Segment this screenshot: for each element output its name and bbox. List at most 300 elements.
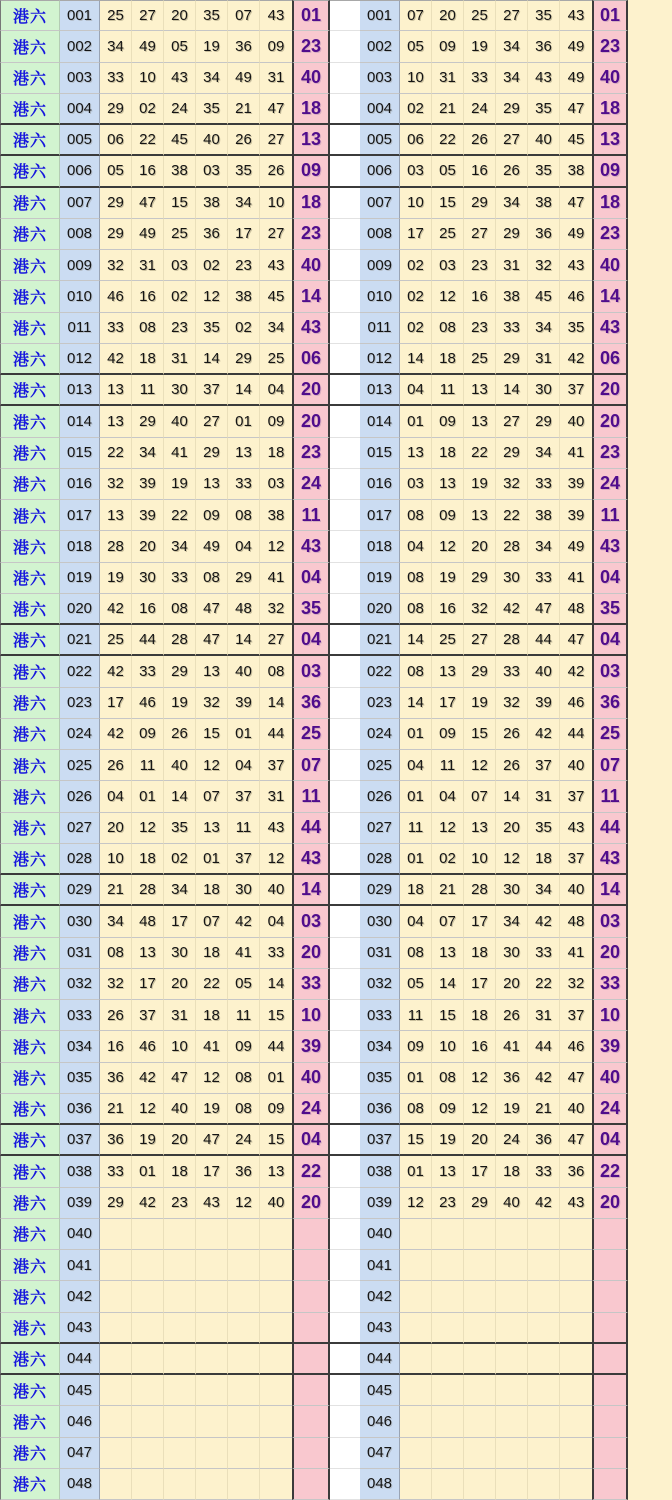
number-cell-drawn: 43 bbox=[164, 63, 196, 94]
special-number-cell-sorted: 04 bbox=[592, 1125, 628, 1156]
number-cell-sorted: 02 bbox=[400, 313, 432, 344]
number-cell-drawn bbox=[164, 1313, 196, 1344]
game-label-cell: 港六 bbox=[0, 1344, 60, 1375]
special-number-cell-drawn: 11 bbox=[292, 781, 330, 812]
special-number-cell-sorted: 20 bbox=[592, 1188, 628, 1219]
number-cell-sorted: 19 bbox=[432, 563, 464, 594]
number-cell-sorted bbox=[528, 1438, 560, 1469]
number-cell-sorted bbox=[560, 1438, 592, 1469]
draw-row bbox=[0, 0, 672, 31]
number-cell-sorted: 40 bbox=[528, 125, 560, 156]
number-cell-drawn: 02 bbox=[164, 844, 196, 875]
number-cell-drawn: 23 bbox=[228, 250, 260, 281]
number-cell-sorted: 28 bbox=[496, 625, 528, 656]
right-filler-strip bbox=[628, 500, 672, 531]
number-cell-sorted: 05 bbox=[432, 156, 464, 187]
number-cell-sorted: 04 bbox=[400, 750, 432, 781]
number-cell-sorted: 11 bbox=[400, 1000, 432, 1031]
number-cell-drawn: 36 bbox=[228, 1156, 260, 1187]
table-gap-spacer bbox=[330, 938, 360, 969]
special-number-cell-sorted: 04 bbox=[592, 563, 628, 594]
number-cell-sorted: 08 bbox=[400, 500, 432, 531]
number-cell-drawn: 01 bbox=[196, 844, 228, 875]
special-number-cell-sorted: 03 bbox=[592, 656, 628, 687]
draw-row bbox=[0, 125, 672, 156]
number-cell-drawn: 18 bbox=[164, 1156, 196, 1187]
special-number-cell-sorted: 35 bbox=[592, 594, 628, 625]
number-cell-drawn: 34 bbox=[100, 31, 132, 62]
issue-cell-drawn: 012 bbox=[60, 344, 100, 375]
issue-cell-sorted: 044 bbox=[360, 1344, 400, 1375]
special-number-cell-drawn: 23 bbox=[292, 31, 330, 62]
game-label-cell: 港六 bbox=[0, 844, 60, 875]
number-cell-sorted: 42 bbox=[528, 1063, 560, 1094]
right-filler-strip bbox=[628, 0, 672, 31]
number-cell-sorted: 30 bbox=[496, 563, 528, 594]
draw-row bbox=[0, 688, 672, 719]
number-cell-drawn: 04 bbox=[260, 906, 292, 937]
game-label-cell: 港六 bbox=[0, 375, 60, 406]
special-number-cell-drawn: 04 bbox=[292, 1125, 330, 1156]
number-cell-drawn: 13 bbox=[228, 438, 260, 469]
number-cell-sorted: 24 bbox=[464, 94, 496, 125]
draw-row bbox=[0, 750, 672, 781]
number-cell-drawn: 08 bbox=[132, 313, 164, 344]
number-cell-sorted: 04 bbox=[400, 906, 432, 937]
number-cell-drawn: 24 bbox=[164, 94, 196, 125]
special-number-cell-sorted: 03 bbox=[592, 906, 628, 937]
special-number-cell-drawn: 18 bbox=[292, 94, 330, 125]
right-filler-strip bbox=[628, 1313, 672, 1344]
number-cell-sorted: 16 bbox=[464, 281, 496, 312]
number-cell-drawn: 32 bbox=[196, 688, 228, 719]
number-cell-drawn: 26 bbox=[164, 719, 196, 750]
number-cell-drawn bbox=[100, 1250, 132, 1281]
number-cell-sorted: 47 bbox=[560, 94, 592, 125]
number-cell-sorted: 49 bbox=[560, 531, 592, 562]
number-cell-drawn: 36 bbox=[100, 1125, 132, 1156]
special-number-cell-sorted bbox=[592, 1219, 628, 1250]
number-cell-drawn: 12 bbox=[196, 1063, 228, 1094]
issue-cell-sorted: 026 bbox=[360, 781, 400, 812]
special-number-cell-sorted: 22 bbox=[592, 1156, 628, 1187]
number-cell-drawn: 16 bbox=[100, 1031, 132, 1062]
number-cell-sorted: 42 bbox=[560, 344, 592, 375]
table-gap-spacer bbox=[330, 750, 360, 781]
table-gap-spacer bbox=[330, 719, 360, 750]
number-cell-sorted: 31 bbox=[528, 1000, 560, 1031]
issue-cell-sorted: 045 bbox=[360, 1375, 400, 1406]
number-cell-drawn: 16 bbox=[132, 594, 164, 625]
number-cell-sorted: 48 bbox=[560, 594, 592, 625]
number-cell-sorted: 29 bbox=[496, 344, 528, 375]
number-cell-drawn: 14 bbox=[196, 344, 228, 375]
number-cell-sorted: 21 bbox=[432, 875, 464, 906]
number-cell-sorted: 08 bbox=[400, 563, 432, 594]
number-cell-drawn: 09 bbox=[260, 1094, 292, 1125]
number-cell-drawn bbox=[228, 1313, 260, 1344]
game-label-cell: 港六 bbox=[0, 531, 60, 562]
issue-cell-drawn: 047 bbox=[60, 1438, 100, 1469]
number-cell-sorted bbox=[560, 1375, 592, 1406]
number-cell-drawn: 35 bbox=[196, 313, 228, 344]
number-cell-sorted: 42 bbox=[528, 1188, 560, 1219]
issue-cell-sorted: 020 bbox=[360, 594, 400, 625]
number-cell-sorted: 43 bbox=[560, 1188, 592, 1219]
draw-row bbox=[0, 813, 672, 844]
number-cell-sorted: 14 bbox=[400, 344, 432, 375]
number-cell-sorted bbox=[560, 1344, 592, 1375]
number-cell-drawn bbox=[228, 1406, 260, 1437]
right-filler-strip bbox=[628, 250, 672, 281]
table-gap-spacer bbox=[330, 781, 360, 812]
number-cell-drawn: 13 bbox=[132, 938, 164, 969]
special-number-cell-sorted bbox=[592, 1469, 628, 1500]
game-label-cell: 港六 bbox=[0, 1313, 60, 1344]
number-cell-sorted: 41 bbox=[560, 438, 592, 469]
number-cell-sorted bbox=[528, 1375, 560, 1406]
number-cell-drawn bbox=[100, 1219, 132, 1250]
number-cell-drawn: 22 bbox=[164, 500, 196, 531]
right-filler-strip bbox=[628, 94, 672, 125]
number-cell-drawn bbox=[260, 1344, 292, 1375]
number-cell-sorted: 32 bbox=[496, 688, 528, 719]
number-cell-sorted bbox=[528, 1219, 560, 1250]
issue-cell-sorted: 042 bbox=[360, 1281, 400, 1312]
number-cell-drawn: 41 bbox=[260, 563, 292, 594]
special-number-cell-sorted: 43 bbox=[592, 313, 628, 344]
number-cell-drawn: 08 bbox=[228, 1094, 260, 1125]
number-cell-sorted: 35 bbox=[528, 94, 560, 125]
number-cell-drawn: 01 bbox=[228, 406, 260, 437]
special-number-cell-drawn: 09 bbox=[292, 156, 330, 187]
game-label-cell: 港六 bbox=[0, 1188, 60, 1219]
special-number-cell-drawn: 40 bbox=[292, 1063, 330, 1094]
number-cell-sorted bbox=[400, 1313, 432, 1344]
number-cell-sorted: 23 bbox=[432, 1188, 464, 1219]
number-cell-sorted: 32 bbox=[560, 969, 592, 1000]
table-gap-spacer bbox=[330, 1250, 360, 1281]
issue-cell-drawn: 017 bbox=[60, 500, 100, 531]
number-cell-drawn: 13 bbox=[260, 1156, 292, 1187]
right-filler-strip bbox=[628, 313, 672, 344]
number-cell-drawn: 12 bbox=[260, 844, 292, 875]
number-cell-sorted: 18 bbox=[464, 938, 496, 969]
issue-cell-drawn: 008 bbox=[60, 219, 100, 250]
number-cell-sorted: 02 bbox=[432, 844, 464, 875]
special-number-cell-sorted: 23 bbox=[592, 31, 628, 62]
number-cell-sorted: 21 bbox=[528, 1094, 560, 1125]
issue-cell-sorted: 034 bbox=[360, 1031, 400, 1062]
number-cell-sorted: 08 bbox=[400, 1094, 432, 1125]
table-gap-spacer bbox=[330, 375, 360, 406]
number-cell-drawn: 34 bbox=[164, 531, 196, 562]
number-cell-sorted: 40 bbox=[528, 656, 560, 687]
special-number-cell-sorted bbox=[592, 1375, 628, 1406]
special-number-cell-drawn: 25 bbox=[292, 719, 330, 750]
number-cell-sorted: 29 bbox=[496, 438, 528, 469]
game-label-cell: 港六 bbox=[0, 563, 60, 594]
number-cell-sorted: 23 bbox=[464, 250, 496, 281]
table-gap-spacer bbox=[330, 469, 360, 500]
issue-cell-drawn: 009 bbox=[60, 250, 100, 281]
number-cell-drawn: 36 bbox=[100, 1063, 132, 1094]
number-cell-sorted: 30 bbox=[496, 875, 528, 906]
special-number-cell-drawn: 43 bbox=[292, 844, 330, 875]
issue-cell-drawn: 032 bbox=[60, 969, 100, 1000]
number-cell-sorted: 26 bbox=[496, 750, 528, 781]
right-filler-strip bbox=[628, 1406, 672, 1437]
special-number-cell-sorted: 23 bbox=[592, 219, 628, 250]
number-cell-drawn: 45 bbox=[164, 125, 196, 156]
right-filler-strip bbox=[628, 938, 672, 969]
number-cell-sorted: 47 bbox=[560, 1063, 592, 1094]
table-gap-spacer bbox=[330, 344, 360, 375]
number-cell-sorted: 13 bbox=[432, 1156, 464, 1187]
special-number-cell-sorted: 43 bbox=[592, 531, 628, 562]
special-number-cell-drawn: 23 bbox=[292, 219, 330, 250]
right-filler-strip bbox=[628, 344, 672, 375]
issue-cell-sorted: 036 bbox=[360, 1094, 400, 1125]
number-cell-sorted: 36 bbox=[496, 1063, 528, 1094]
issue-cell-drawn: 013 bbox=[60, 375, 100, 406]
number-cell-sorted: 30 bbox=[496, 938, 528, 969]
issue-cell-drawn: 002 bbox=[60, 31, 100, 62]
draw-row bbox=[0, 63, 672, 94]
draw-row bbox=[0, 219, 672, 250]
number-cell-drawn: 01 bbox=[260, 1063, 292, 1094]
special-number-cell-drawn: 14 bbox=[292, 281, 330, 312]
number-cell-sorted: 19 bbox=[464, 688, 496, 719]
number-cell-sorted: 08 bbox=[400, 656, 432, 687]
number-cell-sorted: 19 bbox=[464, 31, 496, 62]
issue-cell-drawn: 005 bbox=[60, 125, 100, 156]
number-cell-drawn: 06 bbox=[100, 125, 132, 156]
number-cell-sorted: 39 bbox=[528, 688, 560, 719]
table-gap-spacer bbox=[330, 94, 360, 125]
issue-cell-sorted: 046 bbox=[360, 1406, 400, 1437]
number-cell-sorted: 15 bbox=[400, 1125, 432, 1156]
number-cell-sorted: 28 bbox=[464, 875, 496, 906]
number-cell-sorted bbox=[432, 1281, 464, 1312]
draw-row bbox=[0, 1438, 672, 1469]
right-filler-strip bbox=[628, 656, 672, 687]
right-filler-strip bbox=[628, 156, 672, 187]
number-cell-sorted: 36 bbox=[528, 31, 560, 62]
number-cell-sorted bbox=[400, 1375, 432, 1406]
number-cell-drawn: 22 bbox=[196, 969, 228, 1000]
number-cell-sorted: 33 bbox=[496, 656, 528, 687]
number-cell-sorted: 47 bbox=[528, 594, 560, 625]
number-cell-sorted: 41 bbox=[560, 938, 592, 969]
number-cell-sorted bbox=[560, 1250, 592, 1281]
special-number-cell-drawn bbox=[292, 1469, 330, 1500]
table-gap-spacer bbox=[330, 1063, 360, 1094]
issue-cell-sorted: 025 bbox=[360, 750, 400, 781]
number-cell-drawn: 14 bbox=[228, 375, 260, 406]
draw-row bbox=[0, 1406, 672, 1437]
special-number-cell-sorted: 11 bbox=[592, 781, 628, 812]
number-cell-sorted bbox=[560, 1219, 592, 1250]
number-cell-drawn: 37 bbox=[196, 375, 228, 406]
special-number-cell-drawn: 04 bbox=[292, 563, 330, 594]
issue-cell-drawn: 014 bbox=[60, 406, 100, 437]
issue-cell-drawn: 045 bbox=[60, 1375, 100, 1406]
number-cell-sorted: 03 bbox=[432, 250, 464, 281]
draw-row bbox=[0, 344, 672, 375]
number-cell-drawn: 30 bbox=[228, 875, 260, 906]
issue-cell-sorted: 048 bbox=[360, 1469, 400, 1500]
number-cell-sorted: 29 bbox=[464, 563, 496, 594]
number-cell-sorted: 31 bbox=[432, 63, 464, 94]
number-cell-drawn: 12 bbox=[132, 813, 164, 844]
number-cell-sorted: 18 bbox=[400, 875, 432, 906]
special-number-cell-sorted: 20 bbox=[592, 375, 628, 406]
special-number-cell-sorted: 20 bbox=[592, 406, 628, 437]
issue-cell-sorted: 028 bbox=[360, 844, 400, 875]
issue-cell-drawn: 022 bbox=[60, 656, 100, 687]
number-cell-sorted bbox=[464, 1469, 496, 1500]
issue-cell-drawn: 034 bbox=[60, 1031, 100, 1062]
draw-row bbox=[0, 156, 672, 187]
number-cell-sorted: 08 bbox=[400, 938, 432, 969]
number-cell-sorted: 32 bbox=[528, 250, 560, 281]
special-number-cell-sorted: 18 bbox=[592, 94, 628, 125]
number-cell-drawn bbox=[164, 1469, 196, 1500]
number-cell-sorted: 08 bbox=[400, 594, 432, 625]
right-filler-strip bbox=[628, 438, 672, 469]
issue-cell-sorted: 035 bbox=[360, 1063, 400, 1094]
number-cell-sorted: 22 bbox=[496, 500, 528, 531]
number-cell-drawn bbox=[100, 1344, 132, 1375]
number-cell-drawn: 26 bbox=[260, 156, 292, 187]
number-cell-drawn: 15 bbox=[260, 1000, 292, 1031]
number-cell-sorted: 33 bbox=[528, 1156, 560, 1187]
table-gap-spacer bbox=[330, 688, 360, 719]
issue-cell-drawn: 031 bbox=[60, 938, 100, 969]
issue-cell-sorted: 013 bbox=[360, 375, 400, 406]
table-gap-spacer bbox=[330, 406, 360, 437]
issue-cell-drawn: 036 bbox=[60, 1094, 100, 1125]
number-cell-sorted: 38 bbox=[496, 281, 528, 312]
issue-cell-drawn: 028 bbox=[60, 844, 100, 875]
number-cell-sorted: 35 bbox=[560, 313, 592, 344]
number-cell-sorted: 41 bbox=[560, 563, 592, 594]
game-label-cell: 港六 bbox=[0, 188, 60, 219]
draw-row bbox=[0, 969, 672, 1000]
game-label-cell: 港六 bbox=[0, 1063, 60, 1094]
issue-cell-sorted: 007 bbox=[360, 188, 400, 219]
game-label-cell: 港六 bbox=[0, 1250, 60, 1281]
game-label-cell: 港六 bbox=[0, 94, 60, 125]
number-cell-drawn: 20 bbox=[132, 531, 164, 562]
number-cell-sorted bbox=[496, 1375, 528, 1406]
number-cell-drawn: 47 bbox=[196, 1125, 228, 1156]
number-cell-drawn: 39 bbox=[132, 469, 164, 500]
number-cell-sorted: 14 bbox=[400, 625, 432, 656]
number-cell-sorted: 34 bbox=[496, 188, 528, 219]
number-cell-drawn: 28 bbox=[164, 625, 196, 656]
issue-cell-sorted: 017 bbox=[360, 500, 400, 531]
special-number-cell-sorted: 33 bbox=[592, 969, 628, 1000]
number-cell-sorted: 47 bbox=[560, 188, 592, 219]
number-cell-drawn bbox=[164, 1375, 196, 1406]
table-gap-spacer bbox=[330, 219, 360, 250]
game-label-cell: 港六 bbox=[0, 250, 60, 281]
number-cell-sorted: 25 bbox=[432, 219, 464, 250]
right-filler-strip bbox=[628, 688, 672, 719]
number-cell-drawn bbox=[132, 1469, 164, 1500]
number-cell-drawn: 14 bbox=[164, 781, 196, 812]
table-gap-spacer bbox=[330, 531, 360, 562]
number-cell-drawn: 47 bbox=[260, 94, 292, 125]
number-cell-sorted: 07 bbox=[432, 906, 464, 937]
number-cell-sorted bbox=[464, 1375, 496, 1406]
issue-cell-drawn: 038 bbox=[60, 1156, 100, 1187]
number-cell-sorted: 16 bbox=[464, 1031, 496, 1062]
draw-row bbox=[0, 31, 672, 62]
number-cell-drawn: 47 bbox=[196, 594, 228, 625]
number-cell-sorted: 35 bbox=[528, 0, 560, 31]
number-cell-drawn: 19 bbox=[132, 1125, 164, 1156]
number-cell-drawn bbox=[228, 1281, 260, 1312]
number-cell-drawn: 13 bbox=[196, 656, 228, 687]
issue-cell-drawn: 037 bbox=[60, 1125, 100, 1156]
number-cell-drawn: 08 bbox=[228, 500, 260, 531]
number-cell-drawn: 44 bbox=[132, 625, 164, 656]
game-label-cell: 港六 bbox=[0, 125, 60, 156]
number-cell-drawn: 27 bbox=[260, 125, 292, 156]
special-number-cell-drawn: 03 bbox=[292, 906, 330, 937]
number-cell-sorted: 24 bbox=[496, 1125, 528, 1156]
number-cell-drawn: 35 bbox=[228, 156, 260, 187]
number-cell-drawn bbox=[196, 1344, 228, 1375]
table-gap-spacer bbox=[330, 0, 360, 31]
special-number-cell-sorted: 23 bbox=[592, 438, 628, 469]
game-label-cell: 港六 bbox=[0, 875, 60, 906]
game-label-cell: 港六 bbox=[0, 906, 60, 937]
game-label-cell: 港六 bbox=[0, 813, 60, 844]
number-cell-drawn: 18 bbox=[260, 438, 292, 469]
number-cell-drawn: 09 bbox=[132, 719, 164, 750]
number-cell-sorted bbox=[464, 1281, 496, 1312]
table-gap-spacer bbox=[330, 63, 360, 94]
number-cell-drawn: 23 bbox=[164, 313, 196, 344]
special-number-cell-drawn: 18 bbox=[292, 188, 330, 219]
issue-cell-drawn: 011 bbox=[60, 313, 100, 344]
table-gap-spacer bbox=[330, 1375, 360, 1406]
game-label-cell: 港六 bbox=[0, 938, 60, 969]
issue-cell-drawn: 041 bbox=[60, 1250, 100, 1281]
draw-row bbox=[0, 1156, 672, 1187]
number-cell-drawn bbox=[260, 1375, 292, 1406]
number-cell-drawn bbox=[132, 1406, 164, 1437]
number-cell-drawn: 41 bbox=[164, 438, 196, 469]
number-cell-drawn: 02 bbox=[228, 313, 260, 344]
game-label-cell: 港六 bbox=[0, 1438, 60, 1469]
number-cell-drawn: 10 bbox=[260, 188, 292, 219]
number-cell-drawn: 27 bbox=[132, 0, 164, 31]
game-label-cell: 港六 bbox=[0, 688, 60, 719]
number-cell-drawn: 38 bbox=[164, 156, 196, 187]
game-label-cell: 港六 bbox=[0, 656, 60, 687]
number-cell-drawn: 40 bbox=[164, 406, 196, 437]
draw-row bbox=[0, 469, 672, 500]
number-cell-drawn: 41 bbox=[196, 1031, 228, 1062]
number-cell-sorted: 32 bbox=[496, 469, 528, 500]
issue-cell-drawn: 025 bbox=[60, 750, 100, 781]
number-cell-drawn bbox=[132, 1313, 164, 1344]
